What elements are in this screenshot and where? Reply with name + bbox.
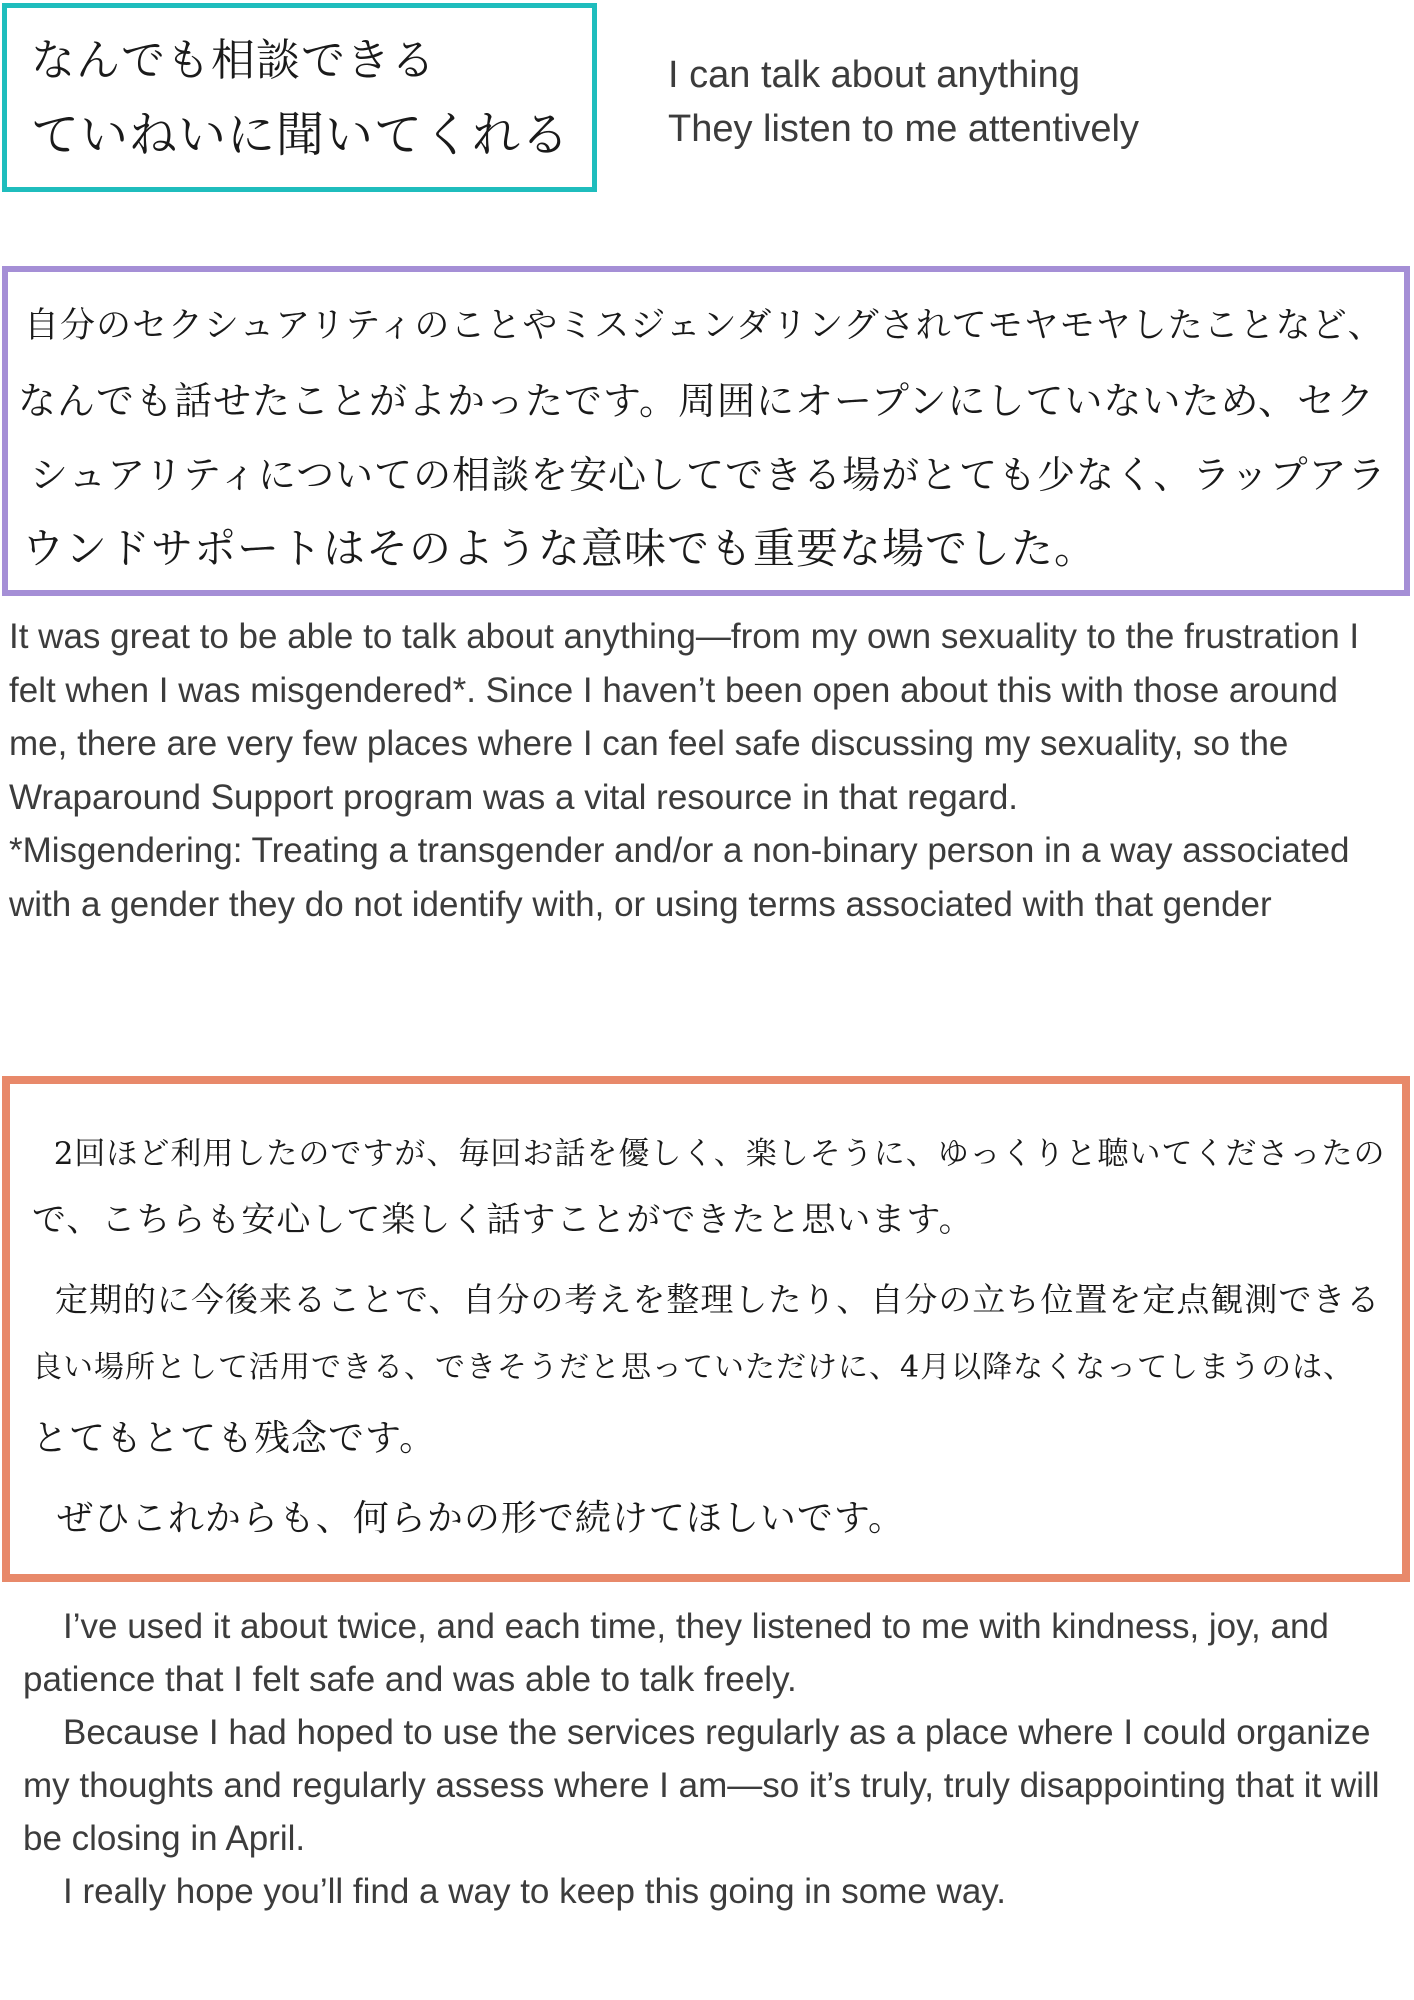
handwritten-line: ぜひこれからも、何らかの形で続けてほしいです。 xyxy=(32,1498,906,1539)
translation-line: I can talk about anything xyxy=(668,54,1080,96)
handwritten-line: なんでも相談できる xyxy=(31,35,436,86)
footnote: *Misgendering: Treating a transgender and/or a non-binary person in a way associated with a gender they do not identify with, or using terms associated with that gender xyxy=(9,831,1350,924)
translation-block-3 xyxy=(23,1600,1398,1918)
translation-paragraph: Because I had hoped to use the services regularly as a place where I could organize my thoughts and regularly assess where I am—so it’s truly, truly disappointing that it will be closing in April. xyxy=(23,1713,1380,1858)
handwritten-line: とてもとても残念です。 xyxy=(32,1418,437,1459)
handwritten-line: なんでも話せたことがよかったです。周囲にオープンにしていないため、セク xyxy=(18,379,1376,423)
handwritten-line: 自分のセクシュアリティのことやミスジェンダリングされてモヤモヤしたことなど、 xyxy=(24,306,1384,346)
translation-paragraph: I’ve used it about twice, and each time, they listened to me with kindness, joy, and patience that I felt safe and was able to talk freely. xyxy=(23,1607,1329,1699)
translation-block-1 xyxy=(668,48,1139,156)
handwritten-line: ウンドサポートはそのような意味でも重要な場でした。 xyxy=(22,524,1098,573)
handwritten-box-3 xyxy=(2,1076,1410,1582)
translation-line: They listen to me attentively xyxy=(668,108,1139,150)
handwritten-line: ていねいに聞いてくれる xyxy=(31,107,571,163)
translation-paragraph: It was great to be able to talk about anything—from my own sexuality to the frustration I felt when I was misgendered*. Since I haven’t been open about this with those around me, there are very few places where I can feel safe discussing my sexuality, so the Wraparound Support program was a vital resource in that regard. xyxy=(9,617,1360,817)
handwritten-line: で、こちらも安心して楽しく話すことができたと思います。 xyxy=(32,1200,974,1240)
translation-paragraph: I really hope you’ll find a way to keep this going in some way. xyxy=(63,1872,1006,1911)
handwritten-box-2 xyxy=(2,266,1410,596)
handwritten-box-1 xyxy=(2,3,597,192)
handwritten-line: 定期的に今後来ることで、自分の考えを整理したり、自分の立ち位置を定点観測できる xyxy=(32,1280,1381,1319)
translation-block-2 xyxy=(9,610,1404,931)
handwritten-line: 良い場所として活用できる、できそうだと思っていただけに、4月以降なくなってしまうのは、 xyxy=(32,1350,1355,1385)
handwritten-line: 2回ほど利用したのですが、毎回お話を優しく、楽しそうに、ゆっくりと聴いてくださったの xyxy=(32,1136,1386,1172)
handwritten-line: シュアリティについての相談を安心してできる場がとても少なく、ラップアラ xyxy=(30,453,1387,497)
